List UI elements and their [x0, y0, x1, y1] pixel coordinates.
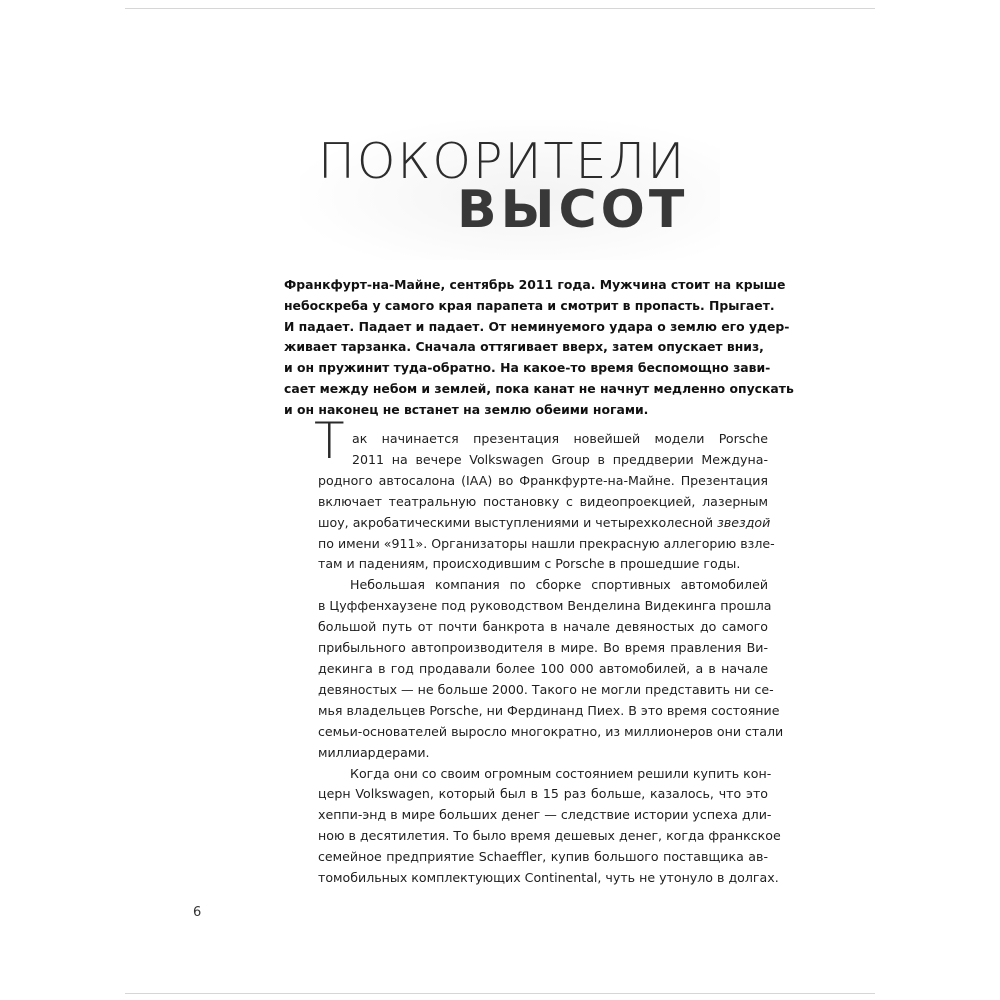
body-line: Небольшая компания по сборке спортивных автомобилей: [350, 577, 768, 593]
lead-paragraph: [284, 275, 794, 421]
chapter-title-line-1: ПОКОРИТЕЛИ: [318, 133, 687, 190]
lead-line: и он наконец не встанет на землю обеими ногами.: [284, 401, 649, 417]
body-line: церн Volkswagen, который был в 15 раз больше, казалось, что это: [318, 786, 768, 802]
emphasis-word: звездой: [717, 514, 771, 530]
top-rule: [125, 8, 875, 9]
body-line: девяностых — не больше 2000. Такого не могли представить ни се-: [318, 681, 774, 697]
body-line: семейное предприятие Schaeffler, купив большого поставщика ав-: [318, 849, 768, 865]
body-line: 2011 на вечере Volkswagen Group в преддверии Междуна-: [352, 451, 768, 467]
body-line: семьи-основателей выросло многократно, из миллионеров они стали: [318, 723, 784, 739]
body-line: родного автосалона (IAA) во Франкфурте-на-Майне. Презентация: [318, 472, 768, 488]
body-line: по имени «911». Организаторы нашли прекрасную аллегорию взле-: [318, 535, 775, 551]
body-line: ною в десятилетия. То было время дешевых денег, когда франкское: [318, 828, 781, 844]
page-number: 6: [193, 905, 202, 920]
lead-line: живает тарзанка. Сначала оттягивает вверх, затем опускает вниз,: [284, 339, 764, 355]
bottom-rule: [125, 993, 875, 994]
body-line: томобильных комплектующих Continental, чуть не утонуло в долгах.: [318, 870, 779, 886]
body-line: ак начинается презентация новейшей модели Porsche: [352, 431, 768, 446]
body-line: включает театральную постановку с видеопроекцией, лазерным: [318, 493, 768, 509]
drop-cap: Т: [314, 412, 345, 470]
body-line: миллиардерами.: [318, 744, 430, 760]
body-text-run: шоу, акробатическими выступлениями и четырехколесной: [318, 514, 718, 530]
body-line: большой путь от почти банкрота в начале девяностых до самого: [318, 619, 768, 635]
body-line: Когда они со своим огромным состоянием решили купить кон-: [350, 765, 772, 781]
lead-line: Франкфурт-на-Майне, сентябрь 2011 года. Мужчина стоит на крыше: [284, 277, 786, 292]
body-line: мья владельцев Porsche, ни Фердинанд Пиех. В это время состояние: [318, 702, 780, 718]
lead-line: и он пружинит туда-обратно. На какое-то время беспомощно зави-: [284, 360, 771, 376]
body-line: прибыльного автопроизводителя в мире. Во время правления Ви-: [318, 640, 768, 656]
lead-line: небоскреба у самого края парапета и смотрит в пропасть. Прыгает.: [284, 297, 775, 313]
chapter-title-line-2: ВЫСОТ: [457, 180, 689, 240]
lead-line: И падает. Падает и падает. От неминуемого удара о землю его удер-: [284, 318, 790, 334]
body-line: хеппи-энд в мире больших денег — следствие истории успеха дли-: [318, 807, 772, 823]
lead-line: сает между небом и землей, пока канат не начнут медленно опускать: [284, 380, 794, 396]
body-line: там и падениям, происходившим с Porsche в прошедшие годы.: [318, 556, 741, 572]
body-text: [318, 429, 784, 889]
body-line: в Цуффенхаузене под руководством Венделина Видекинга прошла: [318, 598, 772, 614]
body-line: декинга в год продавали более 100 000 автомобилей, а в начале: [318, 660, 768, 676]
body-line: [318, 513, 771, 534]
